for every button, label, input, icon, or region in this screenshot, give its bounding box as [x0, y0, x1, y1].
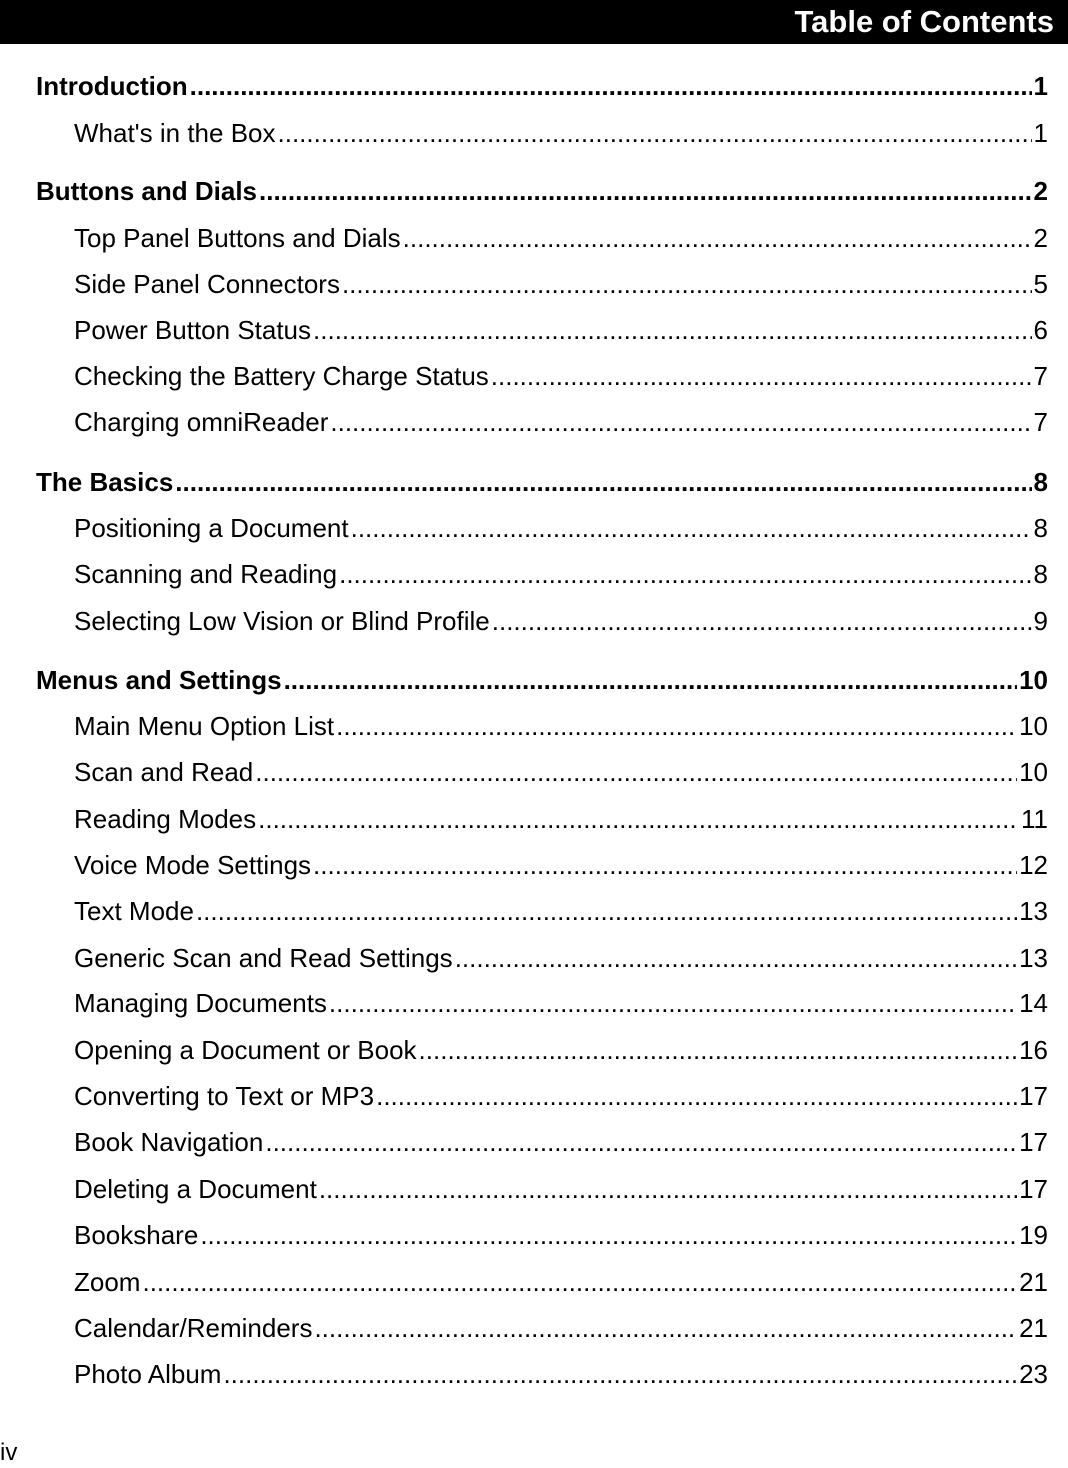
page-title: Table of Contents	[794, 4, 1054, 39]
toc-entry-page: 21	[1019, 1313, 1048, 1343]
dot-leader	[142, 1266, 1017, 1298]
toc-section-entry[interactable]	[74, 268, 1048, 300]
toc-entry-title: Generic Scan and Read Settings	[74, 943, 453, 973]
toc-entry-page: 1	[1033, 118, 1048, 148]
toc-section-entry[interactable]	[74, 360, 1048, 392]
dot-leader	[492, 605, 1032, 637]
toc-entry-title: Positioning a Document	[74, 513, 349, 543]
toc-entry-title: Scanning and Reading	[74, 559, 338, 589]
toc-section-entry[interactable]	[74, 1312, 1048, 1344]
toc-entry-title: Side Panel Connectors	[74, 269, 340, 299]
toc-entry-page: 7	[1033, 407, 1048, 437]
toc-entry-page: 7	[1033, 361, 1048, 391]
toc-chapter-entry[interactable]	[36, 466, 1048, 498]
toc-entry-title: Calendar/Reminders	[74, 1313, 313, 1343]
toc-entry-title: Text Mode	[74, 896, 194, 926]
toc-entry-page: 13	[1019, 943, 1048, 973]
toc-entry-title: Voice Mode Settings	[74, 850, 312, 880]
toc-section-entry[interactable]	[74, 512, 1048, 544]
toc-entry-page: 1	[1033, 71, 1048, 101]
toc-entry-page: 8	[1033, 559, 1048, 589]
dot-leader	[223, 1358, 1017, 1390]
dot-leader	[329, 987, 1017, 1019]
toc-entry-page: 13	[1019, 896, 1048, 926]
toc-section-entry[interactable]	[74, 558, 1048, 590]
toc-entry-page: 23	[1019, 1359, 1048, 1389]
toc-section-entry[interactable]	[74, 1266, 1048, 1298]
toc-entry-title: Power Button Status	[74, 315, 312, 345]
toc-entry-page: 8	[1033, 467, 1048, 497]
toc-entry-page: 2	[1033, 223, 1048, 253]
toc-entry-title: Photo Album	[74, 1359, 222, 1389]
toc-entry-title: Opening a Document or Book	[74, 1035, 417, 1065]
toc-entry-page: 12	[1019, 850, 1048, 880]
toc-section-entry[interactable]	[74, 803, 1048, 835]
toc-entry-page: 16	[1019, 1035, 1048, 1065]
toc-entry-title: Zoom	[74, 1267, 141, 1297]
toc-section-entry[interactable]	[74, 987, 1048, 1019]
toc-entry-page: 10	[1019, 757, 1048, 787]
toc-entry-page: 8	[1033, 513, 1048, 543]
dot-leader	[313, 849, 1017, 881]
toc-entry-page: 5	[1033, 269, 1048, 299]
toc-entry-title: Main Menu Option List	[74, 711, 335, 741]
toc-section-entry[interactable]	[74, 1080, 1048, 1112]
toc-section-entry[interactable]	[74, 1219, 1048, 1251]
dot-leader	[376, 1080, 1017, 1112]
toc-entry-title: Top Panel Buttons and Dials	[74, 223, 401, 253]
dot-leader	[351, 512, 1032, 544]
toc-entry-page: 17	[1019, 1127, 1048, 1157]
toc-entry-page: 9	[1033, 606, 1048, 636]
dot-leader	[336, 710, 1017, 742]
toc-entry-title: Managing Documents	[74, 988, 327, 1018]
toc-section-entry[interactable]	[74, 1358, 1048, 1390]
dot-leader	[319, 1173, 1017, 1205]
dot-leader	[342, 268, 1032, 300]
dot-leader	[278, 117, 1032, 149]
toc-section-entry[interactable]	[74, 117, 1048, 149]
dot-leader	[314, 1312, 1017, 1344]
dot-leader	[491, 360, 1032, 392]
toc-entry-title: Bookshare	[74, 1220, 199, 1250]
toc-section-entry[interactable]	[74, 605, 1048, 637]
toc-section-entry[interactable]	[74, 756, 1048, 788]
toc-entry-title: Scan and Read	[74, 757, 254, 787]
toc-section-entry[interactable]	[74, 942, 1048, 974]
toc-entry-page: 6	[1033, 315, 1048, 345]
toc-entry-page: 2	[1033, 176, 1048, 206]
toc-entry-page: 10	[1019, 665, 1048, 695]
toc-entry-title: Deleting a Document	[74, 1174, 317, 1204]
toc-entry-page: 14	[1019, 988, 1048, 1018]
toc-entry-title: Converting to Text or MP3	[74, 1081, 375, 1111]
dot-leader	[255, 756, 1017, 788]
toc-entry-title: What's in the Box	[74, 118, 276, 148]
dot-leader	[339, 558, 1031, 590]
toc-entry-page: 10	[1019, 711, 1048, 741]
toc-section-entry[interactable]	[74, 710, 1048, 742]
toc-entry-page: 17	[1019, 1081, 1048, 1111]
toc-entry-title: Reading Modes	[74, 804, 257, 834]
toc-section-entry[interactable]	[74, 1034, 1048, 1066]
toc-entry-title: Menus and Settings	[36, 665, 282, 695]
toc-chapter-entry[interactable]	[36, 70, 1048, 102]
toc-section-entry[interactable]	[74, 314, 1048, 346]
dot-leader	[200, 1219, 1017, 1251]
header-bar	[0, 0, 1068, 44]
dot-leader	[196, 895, 1017, 927]
toc-section-entry[interactable]	[74, 406, 1048, 438]
dot-leader	[455, 942, 1017, 974]
dot-leader	[259, 175, 1032, 207]
page-number: iv	[0, 1439, 18, 1466]
dot-leader	[258, 803, 1019, 835]
dot-leader	[284, 664, 1018, 696]
toc-section-entry[interactable]	[74, 1173, 1048, 1205]
toc-entry-title: The Basics	[36, 467, 174, 497]
dot-leader	[265, 1126, 1017, 1158]
dot-leader	[190, 70, 1032, 102]
toc-chapter-entry[interactable]	[36, 175, 1048, 207]
toc-entry-title: Charging omniReader	[74, 407, 329, 437]
toc-section-entry[interactable]	[74, 895, 1048, 927]
toc-entry-title: Checking the Battery Charge Status	[74, 361, 489, 391]
toc-entry-page: 21	[1019, 1267, 1048, 1297]
dot-leader	[175, 466, 1031, 498]
dot-leader	[419, 1034, 1018, 1066]
toc-entry-page: 17	[1019, 1174, 1048, 1204]
toc-entry-page: 19	[1019, 1220, 1048, 1250]
dot-leader	[330, 406, 1031, 438]
toc-section-entry[interactable]	[74, 222, 1048, 254]
toc-entry-title: Introduction	[36, 71, 188, 101]
toc-entry-title: Selecting Low Vision or Blind Profile	[74, 606, 490, 636]
toc-entry-title: Buttons and Dials	[36, 176, 258, 206]
toc-entry-page: 11	[1021, 804, 1048, 834]
toc-section-entry[interactable]	[74, 1126, 1048, 1158]
toc-section-entry[interactable]	[74, 849, 1048, 881]
toc-entry-title: Book Navigation	[74, 1127, 264, 1157]
toc-chapter-entry[interactable]	[36, 664, 1048, 696]
dot-leader	[403, 222, 1032, 254]
dot-leader	[313, 314, 1032, 346]
